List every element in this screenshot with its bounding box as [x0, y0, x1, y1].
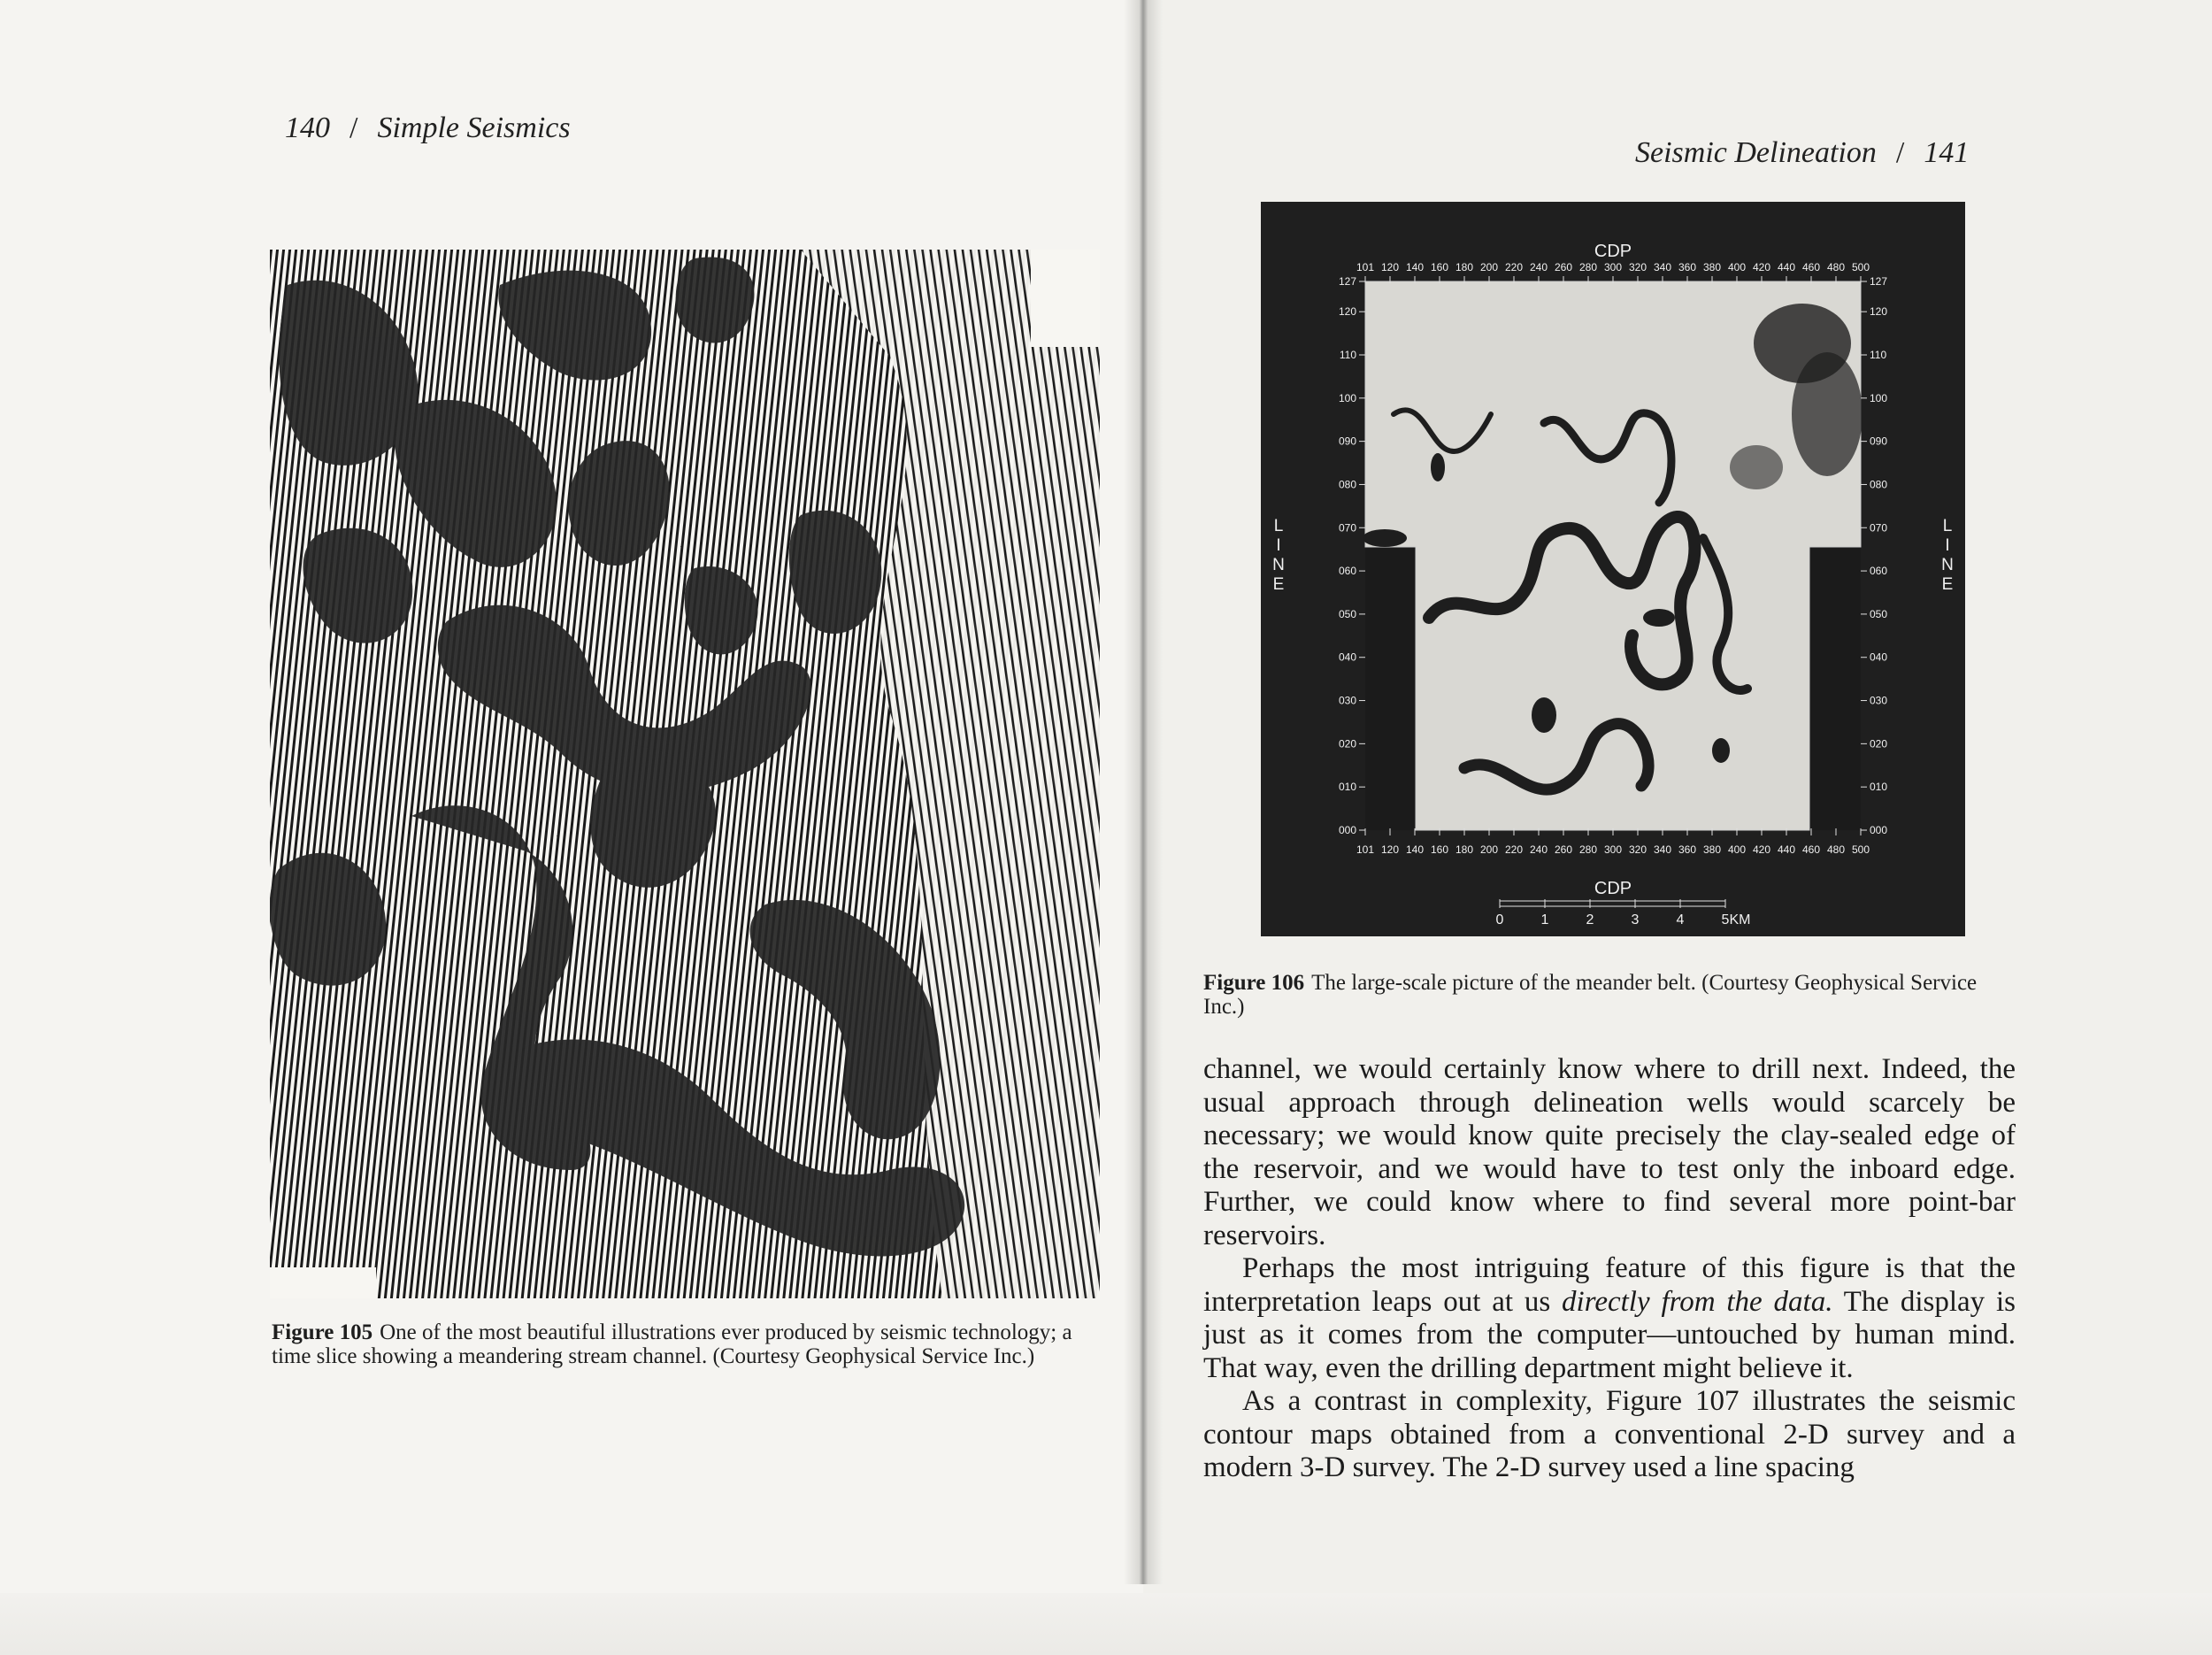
line-tick-right-100: 100: [1870, 391, 1888, 404]
cdp-tick-bottom-300: 300: [1603, 843, 1623, 856]
cdp-tick-top-400: 400: [1727, 261, 1747, 273]
cdp-tick-top-160: 160: [1430, 261, 1449, 273]
line-tick-right-050: 050: [1870, 607, 1888, 620]
cdp-tick-top-260: 260: [1554, 261, 1573, 273]
cdp-tick-bottom-360: 360: [1678, 843, 1697, 856]
cdp-tick-top-420: 420: [1752, 261, 1771, 273]
line-tick-left-020: 020: [1338, 737, 1356, 751]
right-page-number: 141: [1924, 136, 1970, 169]
line-tick-left-070: 070: [1338, 521, 1356, 535]
cdp-tick-bottom-280: 280: [1578, 843, 1598, 856]
line-tick-left-127: 127: [1338, 275, 1356, 288]
line-tick-left-040: 040: [1338, 650, 1356, 664]
line-tick-right-120: 120: [1870, 305, 1888, 319]
book-gutter: [1124, 0, 1163, 1584]
line-tick-left-090: 090: [1338, 435, 1356, 448]
line-tick-left-000: 000: [1338, 824, 1356, 836]
cdp-tick-top-300: 300: [1603, 261, 1623, 273]
figure-105-label: Figure 105: [272, 1320, 373, 1344]
cdp-tick-bottom-220: 220: [1504, 843, 1524, 856]
line-tick-right-110: 110: [1870, 348, 1887, 361]
cdp-tick-bottom-160: 160: [1430, 843, 1449, 856]
line-tick-right-070: 070: [1870, 521, 1888, 535]
right-head-separator: /: [1895, 136, 1905, 169]
cdp-tick-bottom-500: 500: [1851, 843, 1870, 856]
scale-unit: 5KM: [1721, 912, 1751, 928]
cdp-tick-top-280: 280: [1578, 261, 1598, 273]
line-tick-left-010: 010: [1338, 781, 1356, 794]
cdp-tick-bottom-420: 420: [1752, 843, 1771, 856]
scale-tick-4: 4: [1676, 912, 1685, 928]
cdp-tick-top-360: 360: [1678, 261, 1697, 273]
cdp-tick-bottom-240: 240: [1529, 843, 1548, 856]
paragraph-2-end: The display is just as it comes from the computer—untouched by human mind. That way, even the drilling department might believe it.: [1203, 1285, 2016, 1384]
scale-tick-3: 3: [1631, 912, 1640, 928]
line-letter-left: E: [1272, 575, 1285, 594]
book-title: Simple Seismics: [377, 112, 571, 144]
time-slice-image: [270, 250, 1100, 1298]
paragraph-2: [1203, 1252, 2016, 1385]
line-tick-left-030: 030: [1338, 694, 1356, 707]
scale-tick-1: 1: [1540, 912, 1549, 928]
figure-106-label: Figure 106: [1203, 971, 1305, 995]
line-tick-right-010: 010: [1870, 781, 1888, 794]
line-letter-right: L: [1942, 517, 1953, 535]
cdp-tick-top-120: 120: [1380, 261, 1400, 273]
figure-105-time-slice: [270, 250, 1100, 1298]
left-page-number: 140: [285, 112, 330, 144]
cdp-tick-top-460: 460: [1801, 261, 1821, 273]
paragraph-3: As a contrast in complexity, Figure 107 illustrates the seismic contour maps obtained from a conventional 2-D survey and a modern 3-D survey. The 2-D survey used a line spacing: [1203, 1385, 2016, 1483]
cdp-tick-bottom-320: 320: [1628, 843, 1647, 856]
cdp-tick-top-220: 220: [1504, 261, 1524, 273]
page-bottom-edge: [0, 1593, 2212, 1655]
cdp-tick-top-480: 480: [1826, 261, 1846, 273]
right-running-head: [1635, 136, 1969, 170]
cdp-tick-top-240: 240: [1529, 261, 1548, 273]
scale-tick-0: 0: [1495, 912, 1504, 928]
line-tick-left-100: 100: [1338, 391, 1356, 404]
cdp-tick-bottom-460: 460: [1801, 843, 1821, 856]
line-letter-right: I: [1945, 536, 1950, 555]
left-head-separator: /: [349, 112, 358, 144]
paragraph-2-emphasis: directly from the data.: [1562, 1285, 1833, 1318]
cdp-title-top: CDP: [1594, 242, 1632, 261]
line-tick-left-050: 050: [1338, 607, 1356, 620]
cdp-title-bottom: CDP: [1594, 879, 1632, 898]
line-letter-left: I: [1276, 536, 1281, 555]
figure-106-caption-text: The large-scale picture of the meander belt. (Courtesy Geophysical Service Inc.): [1203, 971, 1978, 1019]
body-text: [1203, 1053, 2016, 1485]
cdp-tick-top-180: 180: [1455, 261, 1474, 273]
cdp-tick-bottom-480: 480: [1826, 843, 1846, 856]
cdp-tick-top-500: 500: [1851, 261, 1870, 273]
line-tick-right-127: 127: [1870, 275, 1888, 288]
cdp-tick-bottom-340: 340: [1653, 843, 1672, 856]
line-tick-left-080: 080: [1338, 478, 1356, 491]
line-tick-right-040: 040: [1870, 650, 1888, 664]
scale-tick-2: 2: [1586, 912, 1594, 928]
line-tick-right-000: 000: [1870, 824, 1888, 836]
chapter-title: Seismic Delineation: [1635, 136, 1877, 169]
cdp-tick-top-380: 380: [1702, 261, 1722, 273]
line-letter-right: N: [1941, 556, 1954, 574]
meander-belt-display: [1261, 202, 1965, 936]
cdp-tick-bottom-400: 400: [1727, 843, 1747, 856]
cdp-tick-bottom-101: 101: [1356, 843, 1375, 856]
cdp-tick-top-340: 340: [1653, 261, 1672, 273]
left-running-head: [285, 112, 571, 145]
line-tick-right-030: 030: [1870, 694, 1888, 707]
line-tick-right-090: 090: [1870, 435, 1888, 448]
figure-106-caption: [1203, 971, 2017, 1019]
line-letter-right: E: [1941, 575, 1954, 594]
cdp-tick-top-320: 320: [1628, 261, 1647, 273]
cdp-tick-bottom-440: 440: [1777, 843, 1796, 856]
cdp-tick-top-140: 140: [1405, 261, 1425, 273]
line-tick-right-060: 060: [1870, 565, 1888, 578]
line-tick-right-020: 020: [1870, 737, 1888, 751]
line-tick-left-060: 060: [1338, 565, 1356, 578]
cdp-tick-bottom-180: 180: [1455, 843, 1474, 856]
figure-105-caption-text: One of the most beautiful illustrations ever produced by seismic technology; a time slice showing a meandering stream channel. (Courtesy Geophysical Service Inc.): [272, 1320, 1072, 1368]
cdp-tick-top-200: 200: [1479, 261, 1499, 273]
line-tick-left-120: 120: [1338, 305, 1356, 319]
cdp-tick-bottom-200: 200: [1479, 843, 1499, 856]
cdp-tick-bottom-120: 120: [1380, 843, 1400, 856]
cdp-tick-bottom-140: 140: [1405, 843, 1425, 856]
figure-106-meander-belt: [1261, 202, 1965, 936]
cdp-tick-bottom-260: 260: [1554, 843, 1573, 856]
paragraph-2-start: Perhaps the most intriguing feature of this figure is that the interpretation leaps out at us: [1203, 1252, 2016, 1318]
cdp-tick-bottom-380: 380: [1702, 843, 1722, 856]
cdp-tick-top-101: 101: [1356, 261, 1375, 273]
line-letter-left: L: [1273, 517, 1284, 535]
line-tick-left-110: 110: [1339, 348, 1356, 361]
line-letter-left: N: [1272, 556, 1285, 574]
line-tick-right-080: 080: [1870, 478, 1888, 491]
cdp-tick-top-440: 440: [1777, 261, 1796, 273]
paragraph-1: channel, we would certainly know where to drill next. Indeed, the usual approach through delineation wells would scarcely be necessary; we would know quite precisely the clay-sealed edge of the reservoir, and we would have to test only the inboard edge. Further, we could know where to find several more point-bar reservoirs.: [1203, 1053, 2016, 1251]
figure-105-caption: [272, 1320, 1086, 1368]
